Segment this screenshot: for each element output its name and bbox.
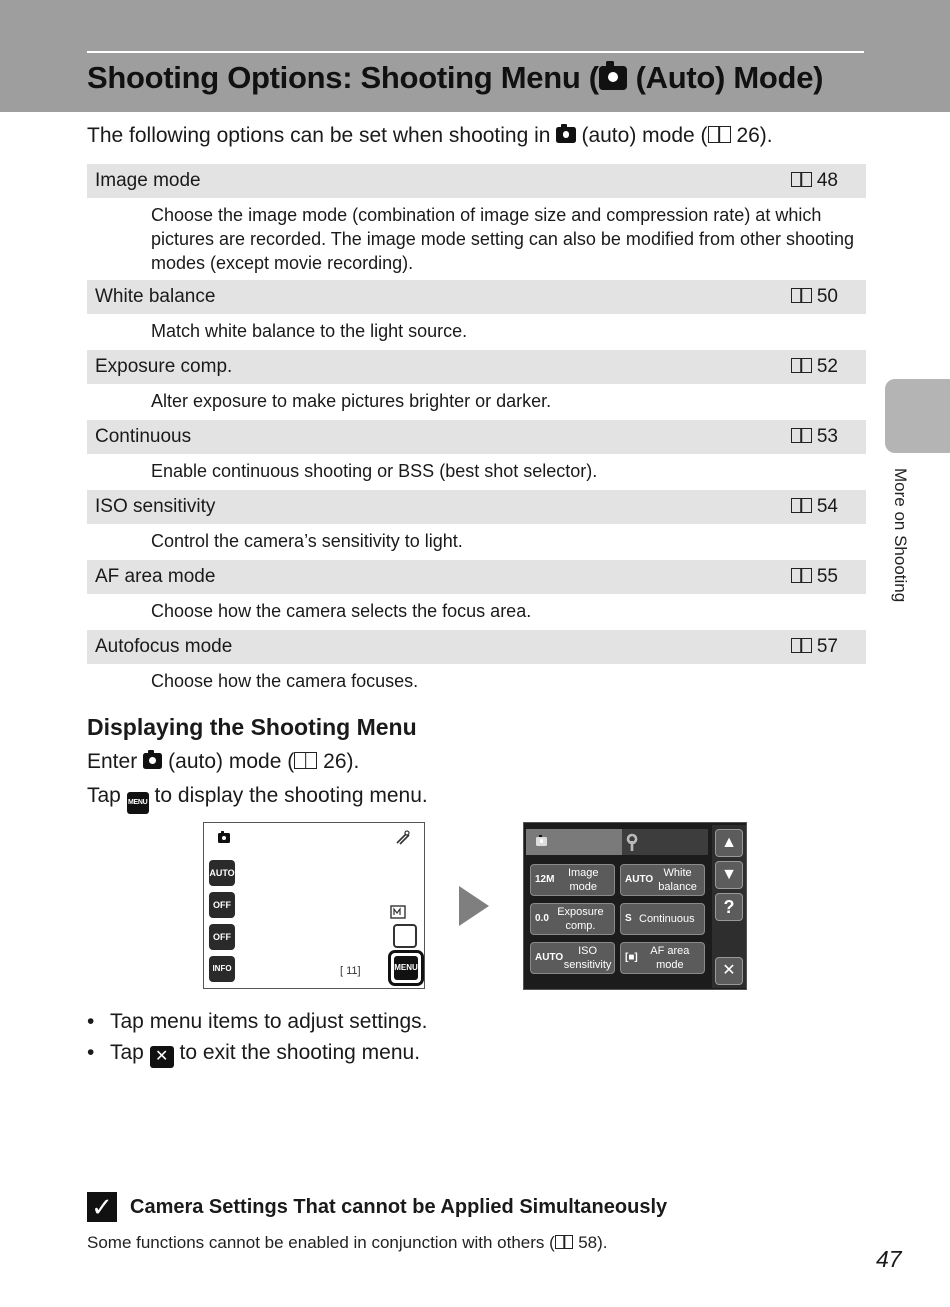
- menu-item-iso-sensitivity[interactable]: AUTO ISO sensitivity: [530, 942, 615, 974]
- option-ref: 53: [791, 426, 838, 448]
- arrow-right-icon: [459, 886, 489, 926]
- option-ref: 54: [791, 496, 838, 518]
- option-name: White balance: [95, 286, 216, 307]
- side-section-label: More on Shooting: [891, 468, 910, 603]
- book-icon: [555, 1235, 574, 1249]
- book-icon: [791, 288, 812, 303]
- close-menu-button[interactable]: ✕: [715, 957, 743, 985]
- note-text: Some functions cannot be enabled in conjunction with others ( 58).: [87, 1233, 608, 1252]
- option-description: Match white balance to the light source.: [151, 321, 468, 341]
- option-description: Choose how the camera focuses.: [151, 671, 419, 691]
- camera-icon: [536, 837, 547, 846]
- page-number: 47: [876, 1246, 902, 1272]
- info-icon[interactable]: INFO: [209, 956, 235, 982]
- flash-mode-icon[interactable]: AUTO: [209, 860, 235, 886]
- checkmark-note-icon: ✓: [87, 1192, 117, 1222]
- option-description: Enable continuous shooting or BSS (best shot selector).: [151, 461, 598, 481]
- white-balance-icon: AUTO: [625, 874, 654, 885]
- image-mode-icon: 12M: [535, 874, 555, 885]
- macro-mode-icon[interactable]: OFF: [209, 924, 235, 950]
- option-name: Exposure comp.: [95, 356, 233, 377]
- camera-icon: [599, 66, 628, 90]
- tab-setup-wrench-icon[interactable]: [624, 833, 640, 853]
- side-tab: [885, 379, 950, 453]
- option-row-header: [87, 280, 866, 314]
- menu-item-image-mode[interactable]: 12M Image mode: [530, 864, 615, 896]
- section-heading: Displaying the Shooting Menu: [87, 714, 417, 740]
- option-row-header: [87, 490, 866, 524]
- menu-item-af-area-mode[interactable]: [■] AF area mode: [620, 942, 705, 974]
- book-icon: [791, 172, 812, 187]
- option-ref: 48: [791, 170, 838, 192]
- self-timer-icon[interactable]: OFF: [209, 892, 235, 918]
- list-item: • Tap menu items to adjust settings.: [87, 1006, 428, 1037]
- note-title: Camera Settings That cannot be Applied Simultaneously: [130, 1196, 668, 1218]
- option-description: Alter exposure to make pictures brighter or darker.: [151, 391, 552, 411]
- playback-touch-icon[interactable]: [393, 924, 417, 948]
- tab-shooting[interactable]: [526, 829, 622, 855]
- book-icon: [791, 498, 812, 513]
- option-row-header: [87, 630, 866, 664]
- exposures-remaining: [ 11]: [340, 965, 361, 977]
- camera-mode-icon: [218, 833, 230, 843]
- af-area-icon: [■]: [625, 952, 638, 963]
- book-icon: [708, 126, 731, 143]
- option-row-header: [87, 164, 866, 198]
- option-row-header: [87, 350, 866, 384]
- options-table: [87, 164, 866, 700]
- book-icon: [294, 752, 317, 769]
- shooting-menu-screen: [523, 822, 747, 990]
- continuous-icon: S: [625, 913, 632, 924]
- intro-text: The following options can be set when shooting in (auto) mode ( 26).: [87, 124, 773, 147]
- header-rule: [87, 51, 864, 53]
- menu-icon: MENU: [127, 792, 149, 814]
- list-item: • Tap ✕ to exit the shooting menu.: [87, 1037, 428, 1068]
- option-name: Continuous: [95, 426, 192, 447]
- close-icon: ✕: [150, 1046, 174, 1068]
- menu-item-white-balance[interactable]: AUTO White balance: [620, 864, 705, 896]
- step-enter-auto: Enter (auto) mode ( 26).: [87, 750, 360, 773]
- exposure-comp-icon: 0.0: [535, 913, 549, 924]
- option-ref: 52: [791, 356, 838, 378]
- help-button[interactable]: ?: [715, 893, 743, 921]
- option-name: AF area mode: [95, 566, 216, 587]
- option-name: ISO sensitivity: [95, 496, 216, 517]
- book-icon: [791, 638, 812, 653]
- option-name: Autofocus mode: [95, 636, 233, 657]
- option-ref: 57: [791, 636, 838, 658]
- menu-item-exposure-comp[interactable]: 0.0 Exposure comp.: [530, 903, 615, 935]
- menu-button[interactable]: [388, 950, 424, 986]
- scroll-up-button[interactable]: ▲: [715, 829, 743, 857]
- book-icon: [791, 568, 812, 583]
- option-description: Control the camera’s sensitivity to light.: [151, 531, 463, 551]
- option-ref: 55: [791, 566, 838, 588]
- book-icon: [791, 428, 812, 443]
- step-tap-menu: Tap MENU to display the shooting menu.: [87, 784, 428, 814]
- scroll-down-button[interactable]: ▼: [715, 861, 743, 889]
- option-row-header: [87, 420, 866, 454]
- image-mode-icon: [390, 905, 406, 919]
- camera-icon: [143, 753, 162, 769]
- vibration-reduction-icon: [394, 829, 412, 847]
- camera-icon: [556, 127, 575, 143]
- option-name: Image mode: [95, 170, 201, 191]
- menu-item-continuous[interactable]: S Continuous: [620, 903, 705, 935]
- option-ref: 50: [791, 286, 838, 308]
- page-title: Shooting Options: Shooting Menu ( (Auto) Mode): [87, 60, 824, 95]
- option-description: Choose how the camera selects the focus area.: [151, 601, 532, 621]
- menu-icon: MENU: [394, 956, 418, 980]
- iso-icon: AUTO: [535, 952, 564, 963]
- instruction-list: [87, 1006, 428, 1068]
- option-description: Choose the image mode (combination of image size and compression rate) at which pictures are recorded. The image mode setting can also be modified from other shooting modes (except movie recording).: [151, 205, 855, 273]
- book-icon: [791, 358, 812, 373]
- option-row-header: [87, 560, 866, 594]
